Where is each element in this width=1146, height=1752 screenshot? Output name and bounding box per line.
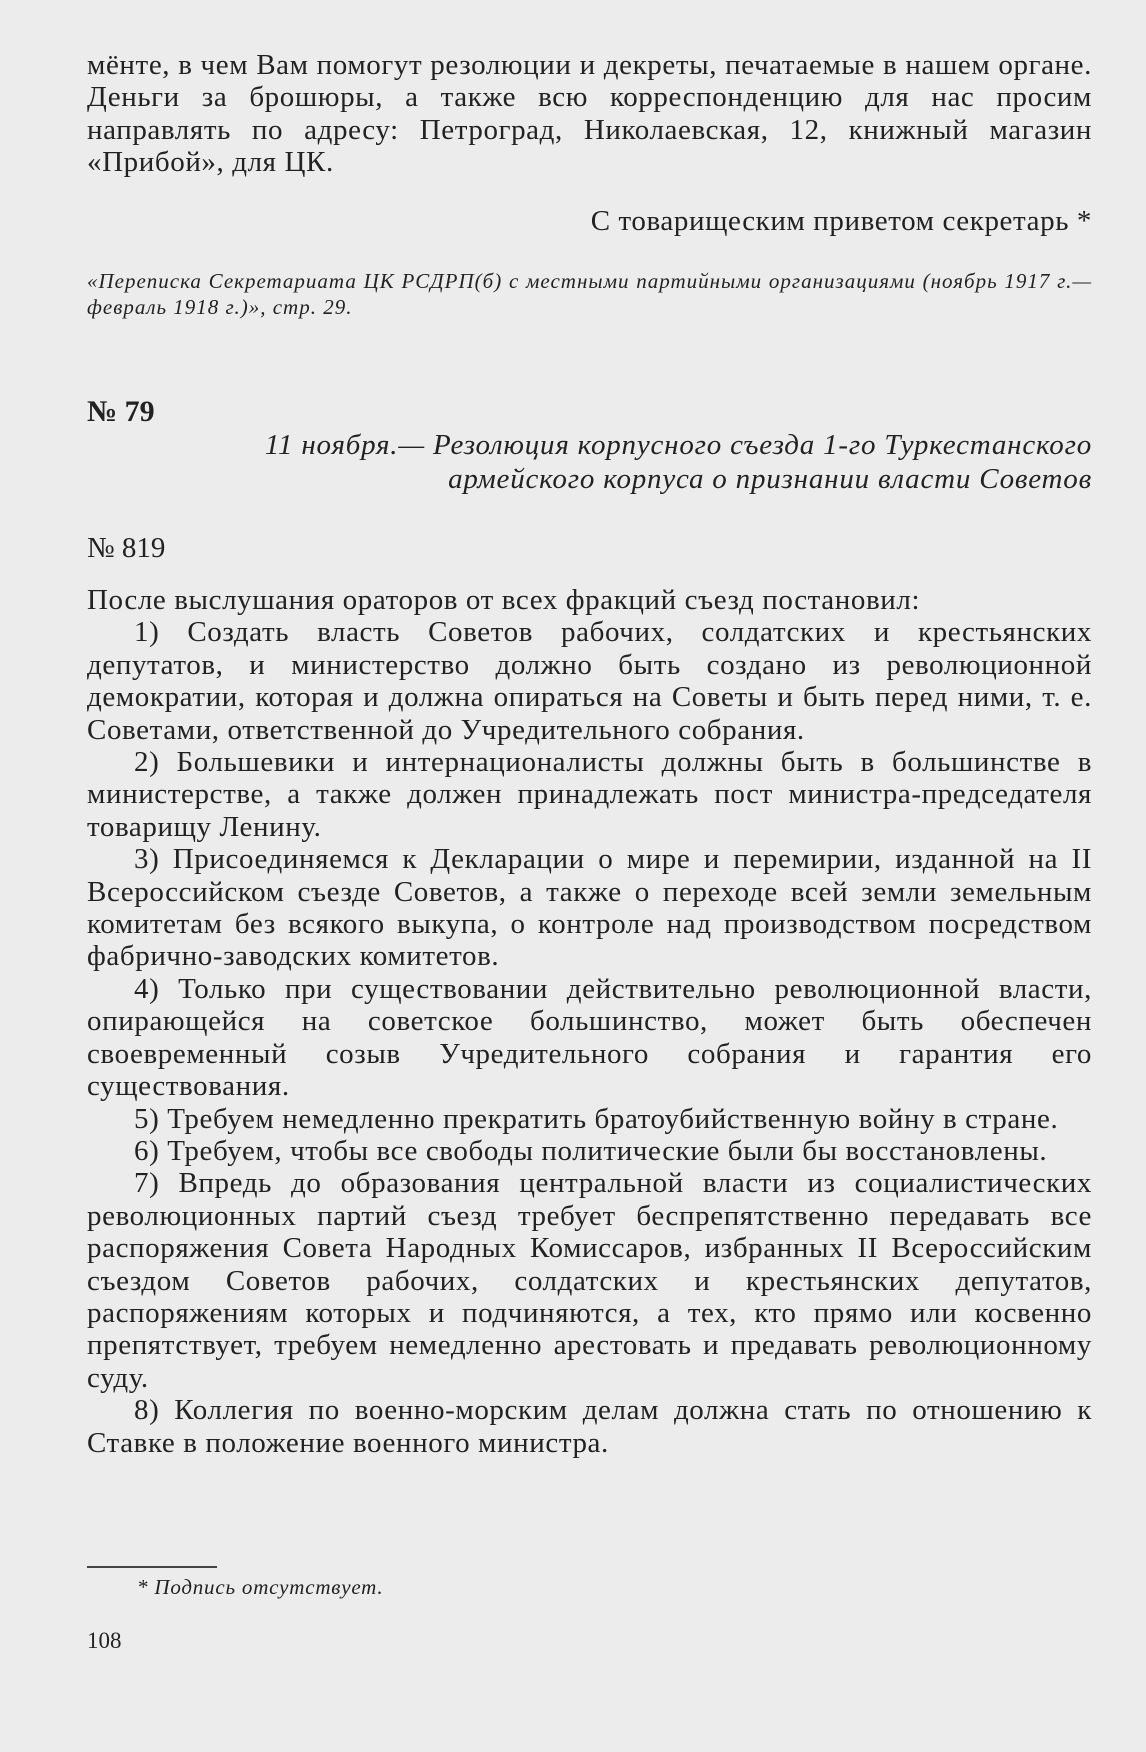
footnote: * Подпись отсутствует. — [137, 1575, 384, 1599]
source-citation: «Переписка Секретариата ЦК РСДРП(б) с местными партийными организациями (ноябрь 1917 г.— февраль 1918 г.)», стр. 29. — [87, 269, 1092, 319]
resolution-item: 7) Впредь до образования центральной власти из социалистических революционных партий съезд требует беспрепятственно передавать все распоряжения Совета Народных Комиссаров, избранных II Всероссийским съездом Советов рабочих, солдатских и крестьянских депутатов, распоряжениям которых и подчиняются, а тех, кто прямо или косвенно препятствует, требуем немедленно арестовать и предавать революционному суду. — [87, 1167, 1092, 1394]
resolution-item: 5) Требуем немедленно прекратить братоубийственную войну в стране. — [134, 1102, 1059, 1135]
resolution-item: 6) Требуем, чтобы все свободы политические были бы восстановлены. — [134, 1134, 1048, 1167]
signature-line: С товарищеским приветом секретарь * — [590, 205, 1092, 237]
document-number: № 79 — [87, 395, 155, 428]
page-number: 108 — [87, 1628, 122, 1653]
resolution-item: 1) Создать власть Советов рабочих, солдатских и крестьянских депутатов, и министерство должно быть создано из революционной демократии, которая и должна опираться на Советы и быть перед ними, т. е. Советами, ответственной до Учредительного собрания. — [87, 616, 1092, 746]
resolution-opening: После выслушания ораторов от всех фракций съезд постановил: — [87, 584, 921, 616]
intro-text: мёнте, в чем Вам помогут резолюции и декреты, печатаемые в нашем органе. Деньги за брошюры, а также всю корреспонденцию для нас просим направлять по адресу: Петроград, Николаевская, 12, книжный магазин «Прибой», для ЦК. — [87, 49, 1092, 179]
resolution-body — [87, 584, 1092, 1459]
document-subnumber: № 819 — [87, 532, 166, 564]
resolution-item: 3) Присоединяемся к Декларации о мире и перемирии, изданной на II Всероссийском съезде Советов, а также о переходе всей земли земельным комитетам без всякого выкупа, о контроле над производством посредством фабрично-заводских комитетов. — [87, 843, 1092, 973]
resolution-item: 8) Коллегия по военно-морским делам должна стать по отношению к Ставке в положение военного министра. — [87, 1394, 1092, 1459]
footnote-divider — [87, 1566, 217, 1568]
intro-paragraph — [87, 49, 1092, 179]
resolution-item: 4) Только при существовании действительно революционной власти, опирающейся на советское большинство, может быть обеспечен своевременный созыв Учредительного собрания и гарантия его существования. — [87, 972, 1092, 1103]
document-heading: 11 ноября.— Резолюция корпусного съезда 1-го Туркестанского армейского корпуса о признании власти Советов — [264, 429, 1092, 495]
resolution-item: 2) Большевики и интернационалисты должны быть в большинстве в министерстве, а также должен принадлежать пост министра-председателя товарищу Ленину. — [87, 746, 1092, 843]
